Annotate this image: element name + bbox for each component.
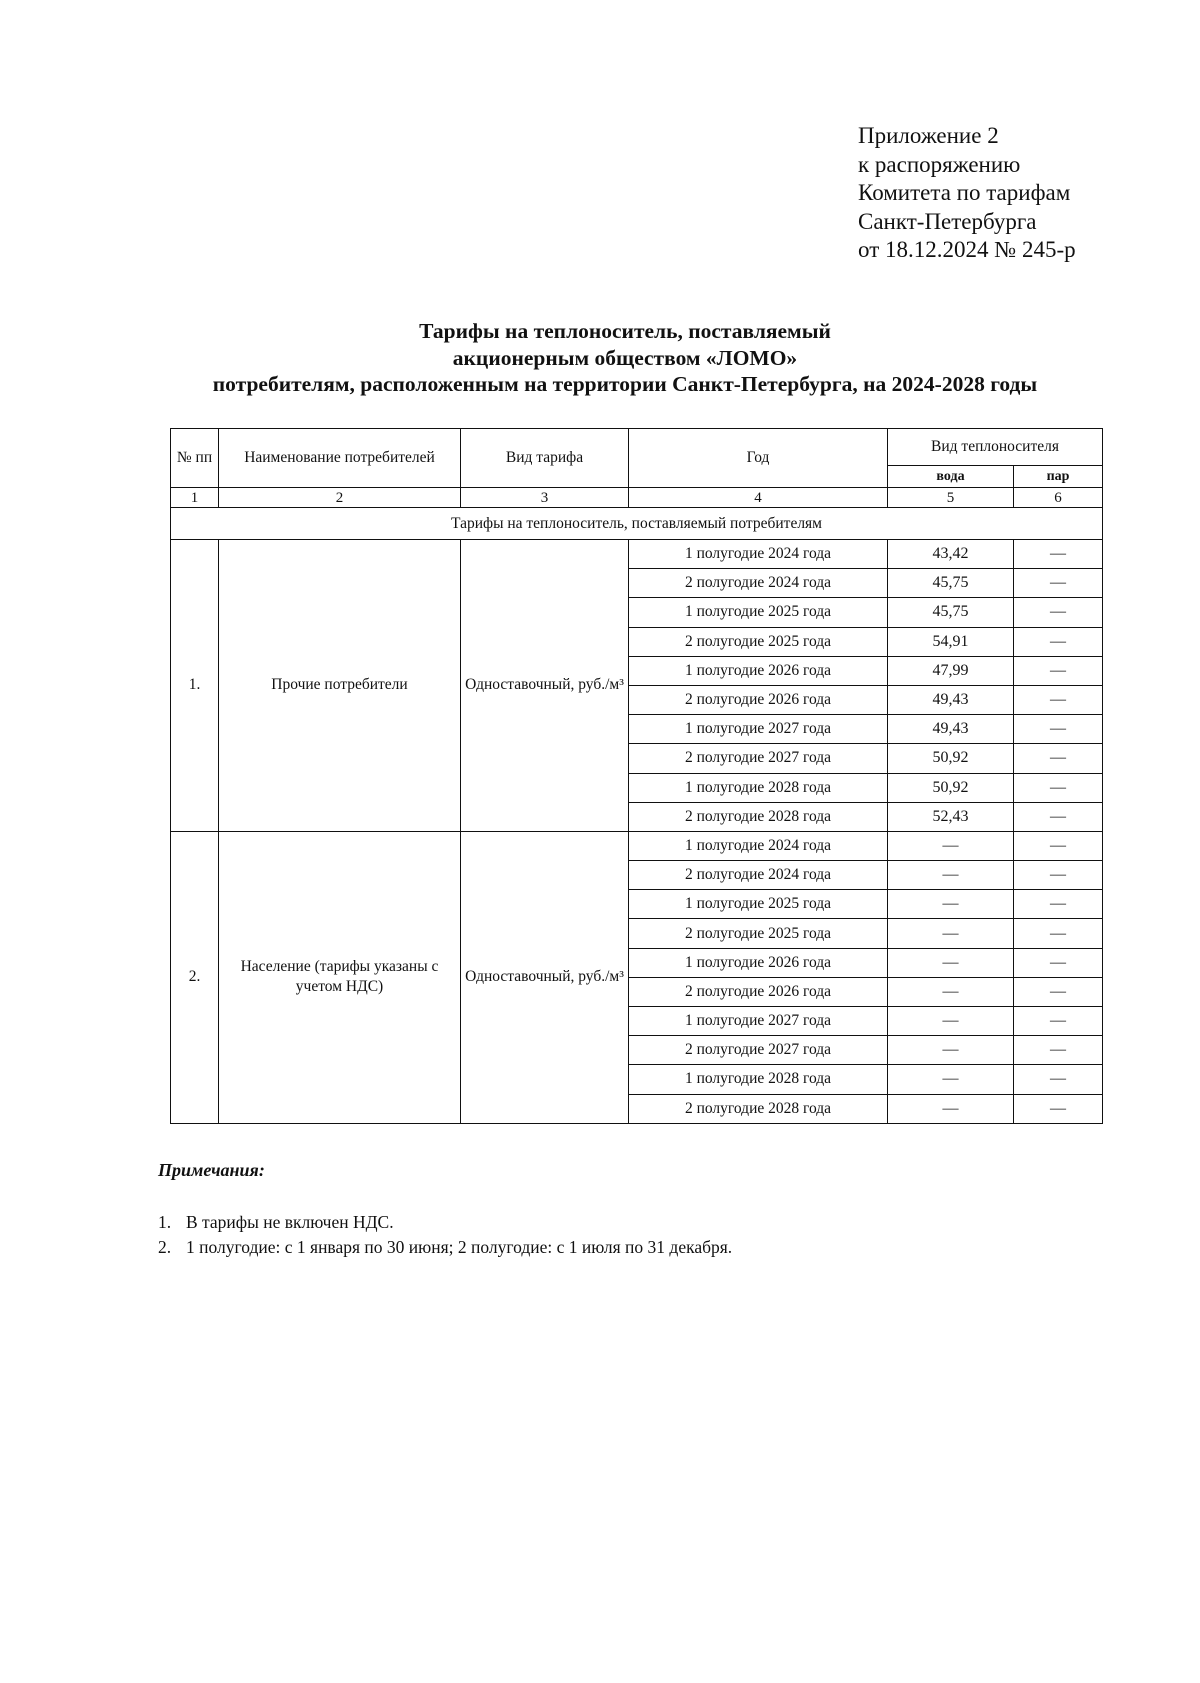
steam-tariff-cell: [1014, 802, 1103, 831]
water-tariff-value: —: [942, 924, 959, 942]
steam-tariff-value: —: [1050, 603, 1066, 621]
water-tariff-value: 45,75: [932, 603, 969, 621]
water-tariff-value: —: [942, 1012, 959, 1030]
water-tariff-cell: [888, 831, 1014, 860]
water-tariff-cell: [888, 569, 1014, 598]
note-text: 1 полугодие: с 1 января по 30 июня; 2 полугодие: с 1 июля по 31 декабря.: [186, 1237, 733, 1257]
header-carrier: Вид теплоносителя: [888, 429, 1103, 466]
steam-tariff-value: —: [1050, 691, 1066, 709]
period-cell: 2 полугодие 2028 года: [629, 1094, 888, 1123]
row-number: 1.: [171, 540, 219, 832]
appendix-line: Комитета по тарифам: [858, 180, 1071, 205]
note-item: [158, 1210, 732, 1235]
steam-tariff-value: —: [1050, 1099, 1066, 1117]
water-tariff-value: 45,75: [932, 574, 969, 592]
period-cell: 1 полугодие 2026 года: [629, 948, 888, 977]
steam-tariff-cell: [1014, 627, 1103, 656]
water-tariff-cell: [888, 1007, 1014, 1036]
period-cell: 1 полугодие 2024 года: [629, 831, 888, 860]
header-water: вода: [888, 466, 1014, 488]
period-cell: 2 полугодие 2024 года: [629, 861, 888, 890]
water-tariff-value: 49,43: [932, 720, 969, 738]
water-tariff-cell: [888, 977, 1014, 1006]
tariffs-table: [170, 428, 1103, 1124]
water-tariff-cell: [888, 802, 1014, 831]
column-number: 3: [461, 488, 629, 508]
steam-tariff-value: —: [1050, 1012, 1066, 1030]
water-tariff-value: —: [942, 1041, 959, 1059]
steam-tariff-cell: [1014, 1065, 1103, 1094]
note-item: [158, 1235, 732, 1260]
period-cell: 2 полугодие 2025 года: [629, 627, 888, 656]
consumer-name: Прочие потребители: [219, 540, 461, 832]
water-tariff-cell: [888, 1065, 1014, 1094]
steam-tariff-cell: [1014, 715, 1103, 744]
water-tariff-value: —: [942, 836, 959, 854]
steam-tariff-value: —: [1050, 632, 1066, 650]
steam-tariff-value: —: [1050, 545, 1066, 563]
water-tariff-cell: [888, 685, 1014, 714]
column-number: 5: [888, 488, 1014, 508]
steam-tariff-cell: [1014, 744, 1103, 773]
steam-tariff-cell: [1014, 1094, 1103, 1123]
water-tariff-value: —: [942, 1070, 959, 1088]
steam-tariff-value: —: [1050, 982, 1066, 1000]
period-cell: 1 полугодие 2028 года: [629, 1065, 888, 1094]
column-number: 4: [629, 488, 888, 508]
water-tariff-cell: [888, 744, 1014, 773]
notes-list: [158, 1210, 732, 1260]
water-tariff-value: 50,92: [932, 749, 969, 767]
steam-tariff-value: —: [1050, 1070, 1066, 1088]
water-tariff-value: —: [942, 895, 959, 913]
steam-tariff-cell: [1014, 977, 1103, 1006]
water-tariff-value: 47,99: [932, 661, 969, 679]
appendix-line: Приложение 2: [858, 123, 999, 148]
steam-tariff-value: —: [1050, 836, 1066, 854]
section-row: [171, 508, 1103, 540]
water-tariff-value: —: [942, 982, 959, 1000]
notes-title: Примечания:: [158, 1160, 265, 1180]
steam-tariff-value: —: [1050, 661, 1066, 679]
note-number: 1.: [158, 1212, 172, 1232]
title-line: Тарифы на теплоноситель, поставляемый: [419, 319, 831, 343]
note-text: В тарифы не включен НДС.: [186, 1212, 394, 1232]
steam-tariff-value: —: [1050, 749, 1066, 767]
water-tariff-value: 49,43: [932, 691, 969, 709]
header-tariff-type: Вид тарифа: [461, 429, 629, 488]
appendix-line: от 18.12.2024 № 245-р: [858, 237, 1076, 262]
period-cell: 1 полугодие 2027 года: [629, 1007, 888, 1036]
consumer-name: Население (тарифы указаны с учетом НДС): [219, 831, 461, 1123]
steam-tariff-cell: [1014, 598, 1103, 627]
period-cell: 1 полугодие 2028 года: [629, 773, 888, 802]
column-number: 6: [1014, 488, 1103, 508]
water-tariff-value: —: [942, 953, 959, 971]
row-number: 2.: [171, 831, 219, 1123]
period-cell: 1 полугодие 2026 года: [629, 656, 888, 685]
steam-tariff-value: —: [1050, 807, 1066, 825]
column-number: 1: [171, 488, 219, 508]
document-title: [150, 318, 1100, 398]
steam-tariff-cell: [1014, 861, 1103, 890]
steam-tariff-cell: [1014, 919, 1103, 948]
steam-tariff-cell: [1014, 948, 1103, 977]
header-num: № пп: [171, 429, 219, 488]
steam-tariff-cell: [1014, 540, 1103, 569]
water-tariff-cell: [888, 715, 1014, 744]
table-header: [171, 429, 1103, 508]
section-title: Тарифы на теплоноситель, поставляемый потребителям: [171, 508, 1103, 540]
appendix-block: [858, 122, 1076, 265]
note-number: 2.: [158, 1237, 172, 1257]
steam-tariff-cell: [1014, 685, 1103, 714]
water-tariff-value: —: [942, 1099, 959, 1117]
steam-tariff-cell: [1014, 1036, 1103, 1065]
period-cell: 2 полугодие 2026 года: [629, 977, 888, 1006]
water-tariff-cell: [888, 861, 1014, 890]
period-cell: 1 полугодие 2025 года: [629, 598, 888, 627]
header-steam: пар: [1014, 466, 1103, 488]
water-tariff-value: 52,43: [932, 807, 969, 825]
period-cell: 2 полугодие 2026 года: [629, 685, 888, 714]
period-cell: 2 полугодие 2025 года: [629, 919, 888, 948]
steam-tariff-cell: [1014, 569, 1103, 598]
steam-tariff-value: —: [1050, 866, 1066, 884]
water-tariff-value: 43,42: [932, 545, 969, 563]
steam-tariff-value: —: [1050, 924, 1066, 942]
steam-tariff-value: —: [1050, 953, 1066, 971]
water-tariff-cell: [888, 1094, 1014, 1123]
period-cell: 1 полугодие 2024 года: [629, 540, 888, 569]
water-tariff-cell: [888, 890, 1014, 919]
steam-tariff-cell: [1014, 773, 1103, 802]
water-tariff-cell: [888, 773, 1014, 802]
title-line: акционерным обществом «ЛОМО»: [452, 345, 798, 370]
table-body: [171, 508, 1103, 1124]
period-cell: 2 полугодие 2027 года: [629, 744, 888, 773]
steam-tariff-cell: [1014, 1007, 1103, 1036]
header-year: Год: [629, 429, 888, 488]
water-tariff-cell: [888, 627, 1014, 656]
steam-tariff-cell: [1014, 831, 1103, 860]
steam-tariff-value: —: [1050, 895, 1066, 913]
water-tariff-cell: [888, 1036, 1014, 1065]
water-tariff-value: 50,92: [932, 778, 969, 796]
tariff-type: Одноставочный, руб./м³: [461, 540, 629, 832]
steam-tariff-value: —: [1050, 720, 1066, 738]
period-cell: 2 полугодие 2028 года: [629, 802, 888, 831]
steam-tariff-value: —: [1050, 574, 1066, 592]
water-tariff-value: 54,91: [932, 632, 969, 650]
column-numbers-row: [171, 488, 1103, 508]
appendix-line: к распоряжению: [858, 151, 1021, 177]
water-tariff-cell: [888, 948, 1014, 977]
water-tariff-cell: [888, 656, 1014, 685]
table-row: [171, 540, 1103, 569]
water-tariff-cell: [888, 598, 1014, 627]
water-tariff-cell: [888, 540, 1014, 569]
header-consumer: Наименование потребителей: [219, 429, 461, 488]
title-line: потребителям, расположенным на территории Санкт-Петербурга, на 2024-2028 годы: [212, 372, 1038, 396]
table-row: [171, 831, 1103, 860]
tariff-type: Одноставочный, руб./м³: [461, 831, 629, 1123]
steam-tariff-cell: [1014, 890, 1103, 919]
water-tariff-cell: [888, 919, 1014, 948]
period-cell: 2 полугодие 2024 года: [629, 569, 888, 598]
steam-tariff-value: —: [1050, 778, 1066, 796]
period-cell: 1 полугодие 2027 года: [629, 715, 888, 744]
water-tariff-value: —: [942, 866, 959, 884]
appendix-line: Санкт-Петербурга: [858, 208, 1037, 234]
period-cell: 1 полугодие 2025 года: [629, 890, 888, 919]
steam-tariff-value: —: [1050, 1041, 1066, 1059]
column-number: 2: [219, 488, 461, 508]
steam-tariff-cell: [1014, 656, 1103, 685]
period-cell: 2 полугодие 2027 года: [629, 1036, 888, 1065]
